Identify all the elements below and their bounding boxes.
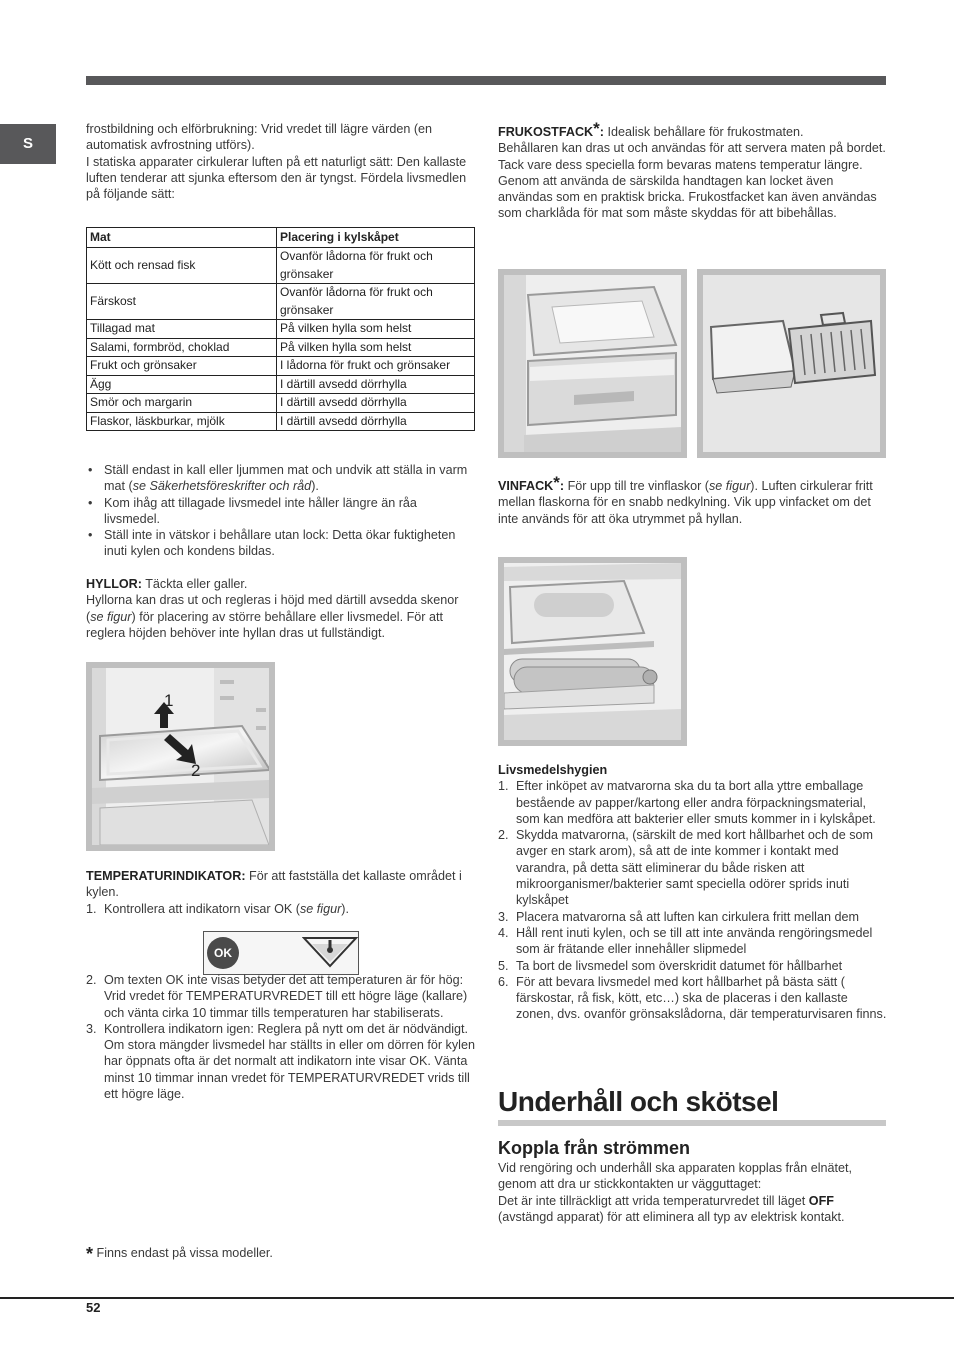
list-item: 5. Ta bort de livsmedel som överskridit datumet för hållbarhet (498, 958, 843, 973)
storage-tips (86, 462, 476, 560)
table-row (87, 357, 475, 376)
footnote-text: Finns endast på vissa modeller. (96, 1246, 273, 1260)
table-header-food: Mat (87, 228, 277, 248)
breakfast-section (498, 121, 888, 222)
temperature-steps-continued (86, 972, 476, 1102)
intro-text (86, 121, 476, 202)
list-item: 4. Håll rent inuti kylen, och se till att inte använda rengöringsmedel som är frätande eller innehåller slipmedel (498, 925, 873, 957)
breakfast-heading: FRUKOSTFACK*: Idealisk behållare för frukostmaten. (498, 119, 804, 139)
temperature-steps (86, 901, 476, 917)
intro-paragraph-2: I statiska apparater cirkulerar luften på ett naturligt sätt: Den kallaste luften tenderar att sjunka eftersom den är tyngst. Fördela livsmedlen på följande sätt: (86, 154, 467, 202)
breakfast-text: Behållaren kan dras ut och användas för att servera maten på bordet. Tack vare dess speciella form bevaras matens temperatur längre. Genom att använda de särskilda handtagen kan locket även användas som en praktisk bricka. Frukostfacket kan även användas som charklåda för mat som måste skyddas för att bibehållas. (498, 141, 886, 221)
wine-rack-illustration (504, 563, 681, 740)
tips-list (86, 462, 476, 560)
table-cell-food: Smör och margarin (87, 394, 277, 413)
ok-indicator-figure (203, 931, 359, 975)
table-cell-food: Kött och rensad fisk (87, 248, 277, 284)
list-item: 1. Kontrollera att indikatorn visar OK (se figur). (86, 901, 349, 916)
breakfast-container-figure (697, 269, 886, 458)
table-row (87, 412, 475, 431)
wine-rack-section (498, 475, 888, 527)
list-item: 6. För att bevara livsmedel med kort hållbarhet på bästa sätt ( färskostar, rå fisk, kött, etc…) ska de placeras i den kallaste zonen, dvs. ovanför grönsakslådorna, där temperaturvisaren finns. (498, 974, 887, 1022)
shelves-text: Hyllorna kan dras ut och regleras i höjd med därtill avsedda skenor (se figur) för placering av större behållare eller livsmedel. För att reglera höjden behöver inte hyllan dras ut fullständigt. (86, 593, 459, 640)
footnote-star: * (86, 1244, 94, 1264)
table-cell-food: Frukt och grönsaker (87, 357, 277, 376)
table-row (87, 248, 475, 284)
list-item: 3. Placera matvarorna så att luften kan cirkulera fritt mellan dem (498, 909, 859, 924)
footer-rule (0, 1297, 954, 1299)
ok-badge: OK (207, 937, 239, 969)
food-placement-table (86, 227, 475, 431)
table-cell-food: Flaskor, läskburkar, mjölk (87, 412, 277, 431)
footnote (86, 1245, 273, 1262)
food-hygiene-section (498, 762, 888, 1023)
wine-rack-text: VINFACK*: För upp till tre vinflaskor (se figur). Luften cirkulerar fritt mellan flaskorna för en snabb nedkylning. Vik upp vinfacket om det inte används för att öka utrymmet på hyllan. (498, 473, 873, 526)
intro-paragraph-1: frostbildning och elförbrukning: Vrid vredet till lägre värden (en automatisk avfrostning utförs). (86, 122, 433, 153)
shelves-section (86, 576, 476, 641)
table-row (87, 394, 475, 413)
disconnect-paragraph-1: Vid rengöring och underhåll ska apparaten kopplas från elnätet, genom att dra ur stickkontakten ur vägguttaget: (498, 1161, 853, 1192)
list-item: 1. Efter inköpet av matvarorna ska du ta bort alla yttre emballage bestående av papper/kartong eller andra förpackningsmaterial, som kan medföra att bakterier eller smuts kommer in i kylskåpet. (498, 779, 876, 826)
table-row (87, 338, 475, 357)
drawer-illustration (504, 275, 681, 452)
table-cell-food: Salami, formbröd, choklad (87, 338, 277, 357)
wine-rack-figure (498, 557, 687, 746)
disconnect-power-text (498, 1160, 888, 1225)
table-cell-food: Färskost (87, 284, 277, 320)
table-cell-placement: På vilken hylla som helst (277, 338, 475, 357)
disconnect-paragraph-2: Det är inte tillräckligt att vrida temperaturvredet till läget OFF (avstängd apparat) för att eliminera all typ av elektrisk kontakt. (498, 1193, 845, 1224)
table-row (87, 320, 475, 339)
breakfast-drawer-figure (498, 269, 687, 458)
table-header-row (87, 228, 475, 248)
shelf-figure (86, 662, 275, 851)
table-cell-placement: I lådorna för frukt och grönsaker (277, 357, 475, 376)
table-row (87, 284, 475, 320)
disconnect-power-heading: Koppla från strömmen (498, 1138, 691, 1158)
list-item: 2. Om texten OK inte visas betyder det att temperaturen är för hög: Vrid vredet för TEMPERATURVREDET till ett högre läge (kallare) och vänta cirka 10 timmar tills temperaturen har stabiliserats. (86, 973, 468, 1020)
list-item: • Ställ endast in kall eller ljummen mat och undvik att ställa in varm mat (se Säkerhetsföreskrifter och råd). (86, 462, 476, 495)
table-header-placement: Placering i kylskåpet (277, 228, 475, 248)
language-tab: S (0, 124, 56, 164)
list-item: • Ställ inte in vätskor i behållare utan lock: Detta ökar fuktigheten inuti kylen och kondens bildas. (86, 527, 476, 560)
temperature-indicator-section (86, 868, 476, 917)
table-cell-placement: I därtill avsedd dörrhylla (277, 375, 475, 394)
table-cell-placement: Ovanför lådorna för frukt och grönsaker (277, 248, 475, 284)
table-cell-food: Ägg (87, 375, 277, 394)
list-item: • Kom ihåg att tillagade livsmedel inte håller längre än råa livsmedel. (86, 495, 476, 528)
table-cell-placement: I därtill avsedd dörrhylla (277, 394, 475, 413)
page-number: 52 (86, 1300, 101, 1315)
hygiene-title: Livsmedelshygien (498, 763, 608, 777)
temperature-steps-list (86, 972, 476, 1102)
maintenance-heading: Underhåll och skötsel (498, 1086, 779, 1117)
figure-label-2: 2 (191, 761, 201, 780)
hygiene-list (498, 778, 888, 1022)
table-cell-food: Tillagad mat (87, 320, 277, 339)
table-cell-placement: I därtill avsedd dörrhylla (277, 412, 475, 431)
table-row (87, 375, 475, 394)
temperature-indicator-icon (302, 936, 358, 970)
heading-rule (498, 1120, 886, 1126)
temperature-heading: TEMPERATURINDIKATOR: För att fastställa det kallaste området i kylen. (86, 869, 462, 900)
shelves-heading: HYLLOR: Täckta eller galler. (86, 577, 248, 591)
table-cell-placement: Ovanför lådorna för frukt och grönsaker (277, 284, 475, 320)
header-bar (86, 76, 886, 85)
list-item: 3. Kontrollera indikatorn igen: Reglera på nytt om det är nödvändigt. Om stora mängder livsmedel har ställts in eller om dörren för kylen har öppnats ofta är det normalt att indikatorn inte visar OK. Vänta minst 10 timmar innan vredet för TEMPERATURVREDET vrids till ett högre läge. (86, 1021, 475, 1102)
container-tray-illustration (703, 275, 880, 452)
table-cell-placement: På vilken hylla som helst (277, 320, 475, 339)
shelf-illustration (92, 668, 269, 845)
figure-label-1: 1 (164, 691, 174, 710)
list-item: 2. Skydda matvarorna, (särskilt de med kort hållbarhet och de som avger en stark arom), så att de inte kommer i kontakt med varandra, på detta sätt eliminerar du både risken att mikroorganismer/bakterier samt speciella odörer sprids inuti kylskåpet (498, 828, 873, 908)
